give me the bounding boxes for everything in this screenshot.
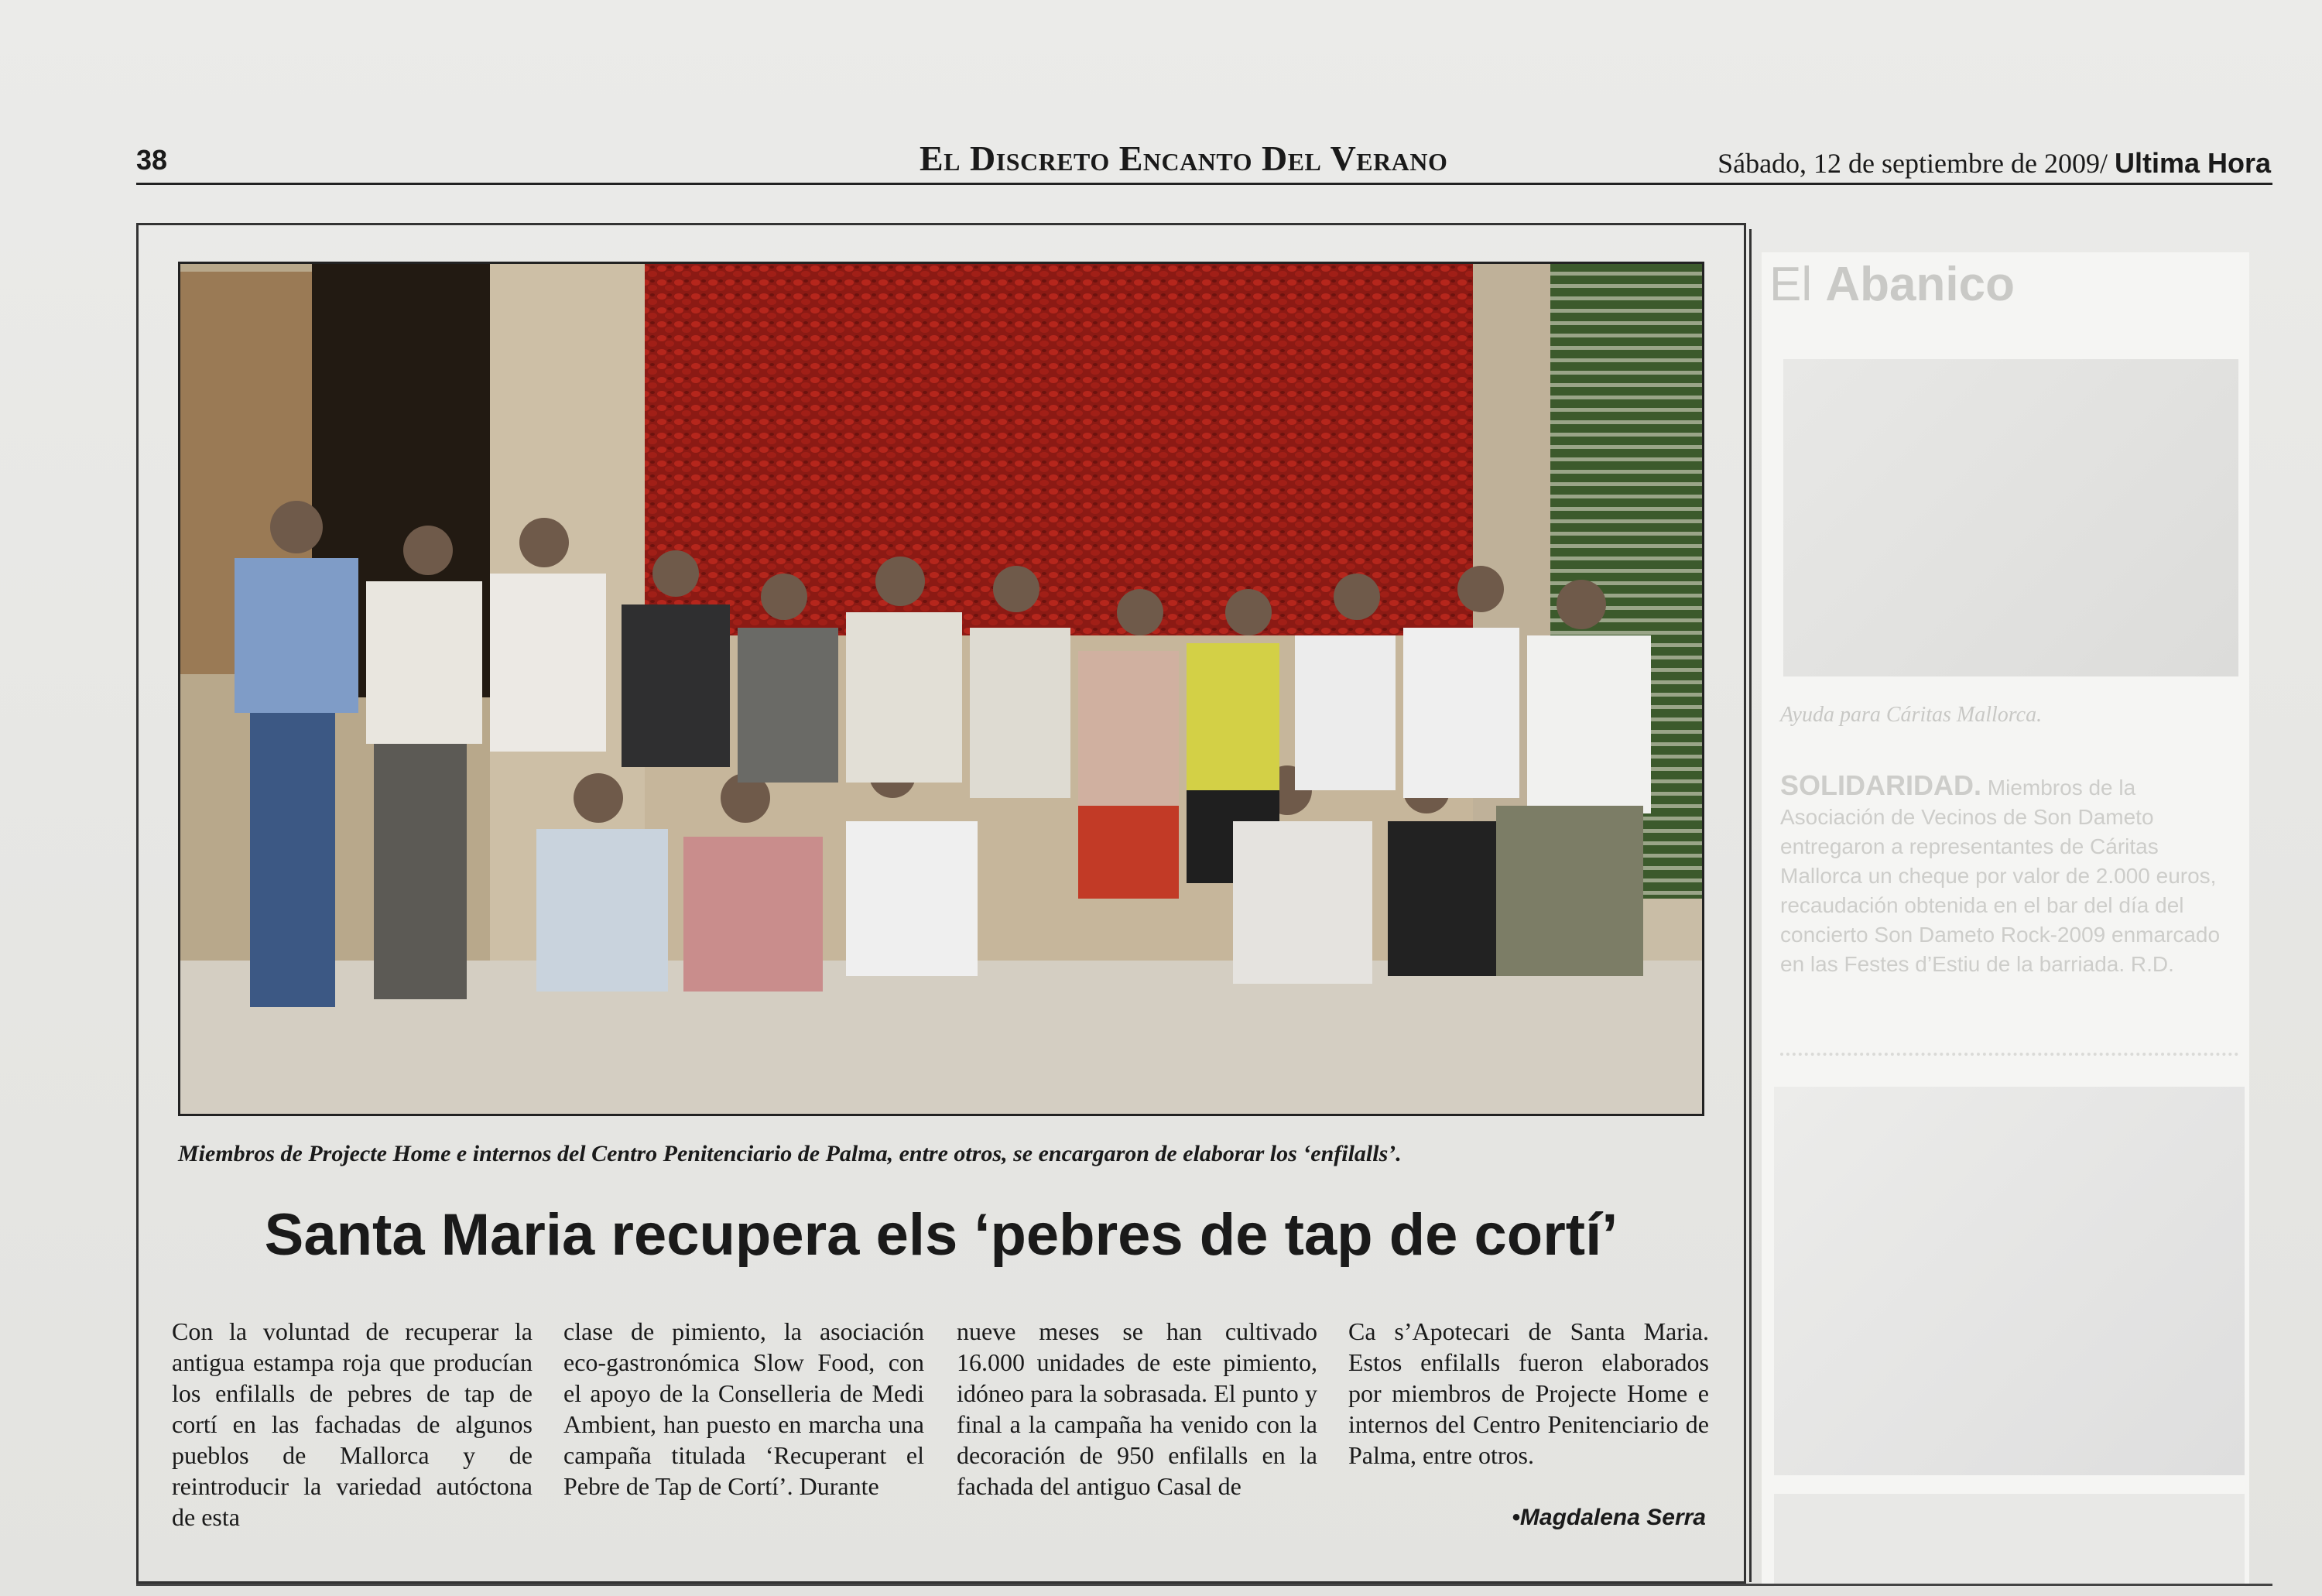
article-author: •Magdalena Serra xyxy=(1512,1505,1706,1530)
column-1-text: Con la voluntad de recuperar la antigua estampa roja que producían los enfilalls de pebres de tap de cortí en las fachadas de algunos pueblos de Mallorca y de reintroducir la variedad autóctona de esta xyxy=(172,1317,533,1531)
sidebar-title xyxy=(1769,257,2015,312)
article-photo xyxy=(178,262,1704,1116)
section-title: El Discreto Encanto Del Verano xyxy=(920,139,1448,178)
group-photo-illustration xyxy=(180,264,1702,1114)
sidebar-title-bold: Abanico xyxy=(1825,258,2015,311)
sidebar-divider xyxy=(1780,1053,2238,1056)
column-3-text: nueve meses se han cultivado 16.000 unidades de este pimiento, idóneo para la sobrasada. El punto y final a la campaña ha venido con la decoración de 950 enfilalls en la fachada del antiguo Casal de xyxy=(957,1317,1317,1500)
sidebar-photo-caption: Ayuda para Cáritas Mallorca. xyxy=(1780,703,2043,727)
article-headline: Santa Maria recupera els ‘pebres de tap de cortí’ xyxy=(264,1202,1618,1268)
issue-date: Sábado, 12 de septiembre de 2009/ xyxy=(1718,148,2108,179)
article-column-1 xyxy=(172,1316,533,1533)
dateline xyxy=(1718,147,2271,180)
column-4-text: Ca s’Apotecari de Santa Maria. Estos enfilalls fueron elaborados por miembros de Projecte Home e internos del Centro Penitenciario de Palma, entre otros. xyxy=(1348,1317,1709,1469)
article-column-3 xyxy=(957,1316,1317,1502)
article-column-2 xyxy=(563,1316,924,1502)
bottom-rule xyxy=(136,1584,2272,1586)
sidebar-title-light: El xyxy=(1769,258,1813,311)
sidebar-photo-2 xyxy=(1774,1087,2245,1475)
photo-caption: Miembros de Projecte Home e internos del Centro Penitenciario de Palma, entre otros, se encargaron de elaborar los ‘enfilalls’. xyxy=(178,1141,1402,1166)
sidebar-photo xyxy=(1783,359,2238,676)
column-2-text: clase de pimiento, la asociación eco-gastronómica Slow Food, con el apoyo de la Conselleria de Medi Ambient, han puesto en marcha una campaña titulada ‘Recuperant el Pebre de Tap de Cortí’. Durante xyxy=(563,1317,924,1500)
sidebar-photo-3 xyxy=(1774,1494,2245,1587)
header-rule xyxy=(136,183,2272,185)
sidebar-kicker: SOLIDARIDAD. xyxy=(1780,769,1981,801)
article-column-4 xyxy=(1348,1316,1709,1471)
sidebar-brief xyxy=(1780,771,2238,979)
sidebar-signature: R.D. xyxy=(2130,952,2174,976)
publication-name: Ultima Hora xyxy=(2114,147,2271,179)
sidebar-body: Miembros de la Asociación de Vecinos de Son Dameto entregaron a representantes de Cáritas Mallorca un cheque por valor de 2.000 euros, recaudación obtenida en el bar del día del concierto Son Dameto Rock-2009 enmarcado en las Festes d’Estiu de la barriada. xyxy=(1780,776,2221,976)
page-number: 38 xyxy=(136,144,168,176)
